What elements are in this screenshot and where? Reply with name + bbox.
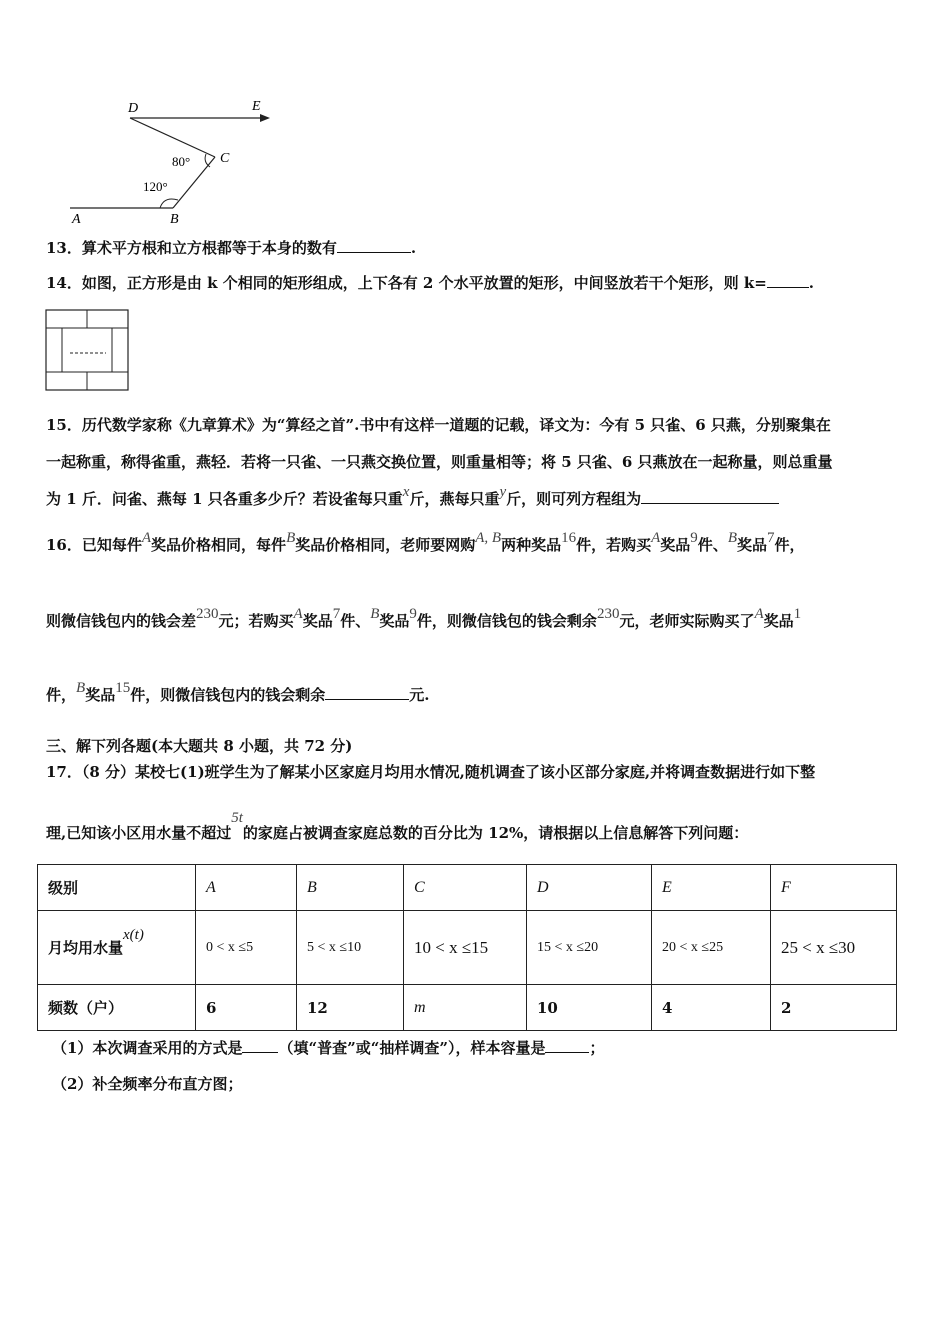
question-15-line3: 为 1 斤．问雀、燕每 1 只各重多少斤？若设雀每只重x斤，燕每只重y斤，则可列方程组为 — [46, 488, 779, 509]
section-3-title: 三、解下列各题(本大题共 8 小题，共 72 分) — [46, 737, 353, 755]
question-14: 14．如图，正方形是由 k 个相同的矩形组成，上下各有 2 个水平放置的矩形，中间竖放若干个矩形，则 k= . — [46, 274, 815, 292]
answer-blank[interactable] — [242, 1038, 278, 1053]
square-rectangles-figure — [44, 308, 132, 394]
label-E: E — [252, 99, 261, 114]
answer-blank[interactable] — [337, 238, 411, 253]
answer-blank[interactable] — [641, 489, 779, 504]
angle-figure — [60, 90, 280, 230]
question-15-line2: 一起称重，称得雀重，燕轻．若将一只雀、一只燕交换位置，则重量相等；将 5 只雀、6 只燕放在一起称量，则总重量 — [46, 453, 833, 471]
question-16-line1: 16．已知每件A奖品价格相同，每件B奖品价格相同，老师要网购A, B两种奖品16件，若购买A奖品9件、B奖品7件， — [46, 530, 805, 554]
question-15-line1: 15．历代数学家称《九章算术》为“算经之首”.书中有这样一道题的记载，译文为：今有 5 只雀、6 只燕，分别聚集在 — [46, 416, 831, 434]
question-17-line1: 17．（8 分）某校七(1)班学生为了解某小区家庭月均用水情况,随机调查了该小区部分家庭,并将调查数据进行如下整 — [46, 763, 816, 781]
var-x: x — [402, 484, 410, 500]
angle-c-label: 80° — [172, 154, 191, 169]
label-B: B — [170, 212, 179, 227]
question-17-sub2: （2）补全频率分布直方图； — [52, 1075, 243, 1093]
answer-blank[interactable] — [767, 273, 809, 288]
water-usage-table — [37, 864, 897, 1031]
var-y: y — [499, 484, 507, 500]
label-A: A — [72, 212, 81, 227]
angle-b-label: 120° — [143, 179, 168, 194]
label-D: D — [128, 101, 139, 116]
question-13: 13．算术平方根和立方根都等于本身的数有 . — [46, 239, 417, 257]
table-row: 月均用水量x(t) 0 < x ≤5 5 < x ≤10 10 < x ≤15 15 < x ≤20 20 < x ≤25 25 < x ≤30 — [38, 911, 897, 985]
question-17-sub1: （1）本次调查采用的方式是 （填“普查”或“抽样调查”），样本容量是 ； — [52, 1039, 605, 1057]
answer-blank[interactable] — [545, 1038, 589, 1053]
question-16-line3: 件，B奖品15件，则微信钱包内的钱会剩余 元. — [46, 680, 430, 704]
question-17-line2: 理,已知该小区用水量不超过5t的家庭占被调查家庭总数的百分比为 12%，请根据以上信息解答下列问题： — [46, 810, 749, 842]
table-row: 频数（户） 6 12 m 10 4 2 — [38, 985, 897, 1031]
question-16-line2: 则微信钱包内的钱会差230元；若购买A奖品7件、B奖品9件，则微信钱包的钱会剩余230元，老师实际购买了A奖品1 — [46, 606, 802, 630]
table-row: 级别 A B C D E F — [38, 865, 897, 911]
value-5t: 5t — [231, 810, 243, 826]
answer-blank[interactable] — [325, 685, 409, 700]
label-C: C — [220, 151, 230, 166]
